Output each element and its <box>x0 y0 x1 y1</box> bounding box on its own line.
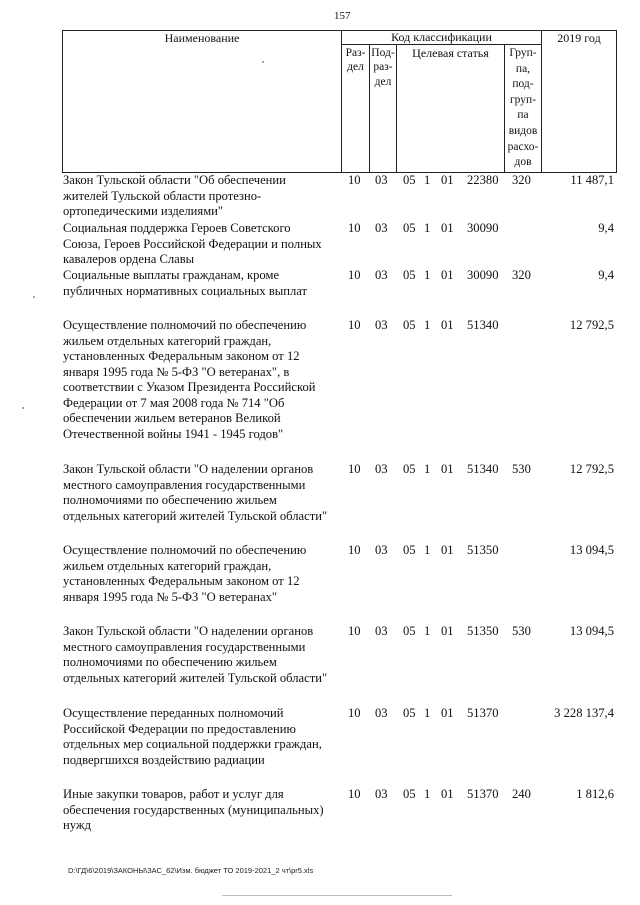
row-name-line: жильем отдельных категорий граждан, <box>63 333 272 348</box>
row-name-line: января 1995 года № 5-ФЗ "О ветеранах" <box>63 589 278 604</box>
row-target-event: 01 <box>441 268 454 282</box>
row-name <box>63 706 341 768</box>
row-razdel: 10 <box>348 221 361 235</box>
row-sum: 13 094,5 <box>569 543 614 557</box>
row-target-event: 01 <box>441 462 454 476</box>
row-target-program: 05 <box>403 543 416 557</box>
row-name-line: Закон Тульской области "О наделении органов <box>63 462 314 476</box>
row-name <box>63 787 341 834</box>
row-name-line: Закон Тульской области "Об обеспечении <box>63 173 286 187</box>
scan-speck <box>262 61 264 63</box>
row-target-subprogram: 1 <box>424 268 431 282</box>
row-name-line: отдельных категорий жителей Тульской области" <box>63 670 328 685</box>
row-target-direction: 51370 <box>467 787 499 801</box>
header-group-line: па, <box>515 62 531 75</box>
row-podrazdel: 03 <box>375 543 388 557</box>
row-razdel: 10 <box>348 787 361 801</box>
row-target-program: 05 <box>403 706 416 720</box>
row-name <box>63 624 341 686</box>
row-name-line: установленных Федеральным законом от 12 <box>63 574 300 588</box>
row-name-line: кавалеров ордена Славы <box>63 252 195 266</box>
header-group-line: па <box>517 109 529 122</box>
row-name-line: ортопедическими изделиями" <box>63 204 224 218</box>
row-razdel: 10 <box>348 543 361 557</box>
row-name-line: отдельных категорий жителей Тульской области" <box>63 508 328 523</box>
row-name-line: обеспечения государственных (муниципальных) <box>63 802 324 817</box>
row-podrazdel: 03 <box>375 268 388 282</box>
header-podrazdel <box>370 46 396 89</box>
row-target-event: 01 <box>441 318 454 332</box>
header-razdel-line: Раз- <box>345 47 366 59</box>
row-target-program: 05 <box>403 787 416 801</box>
row-target-program: 05 <box>403 624 416 638</box>
row-name-line: Осуществление полномочий по обеспечению <box>63 543 307 557</box>
row-name <box>63 173 341 220</box>
row-sum: 9,4 <box>598 268 614 282</box>
row-sum: 12 792,5 <box>569 318 614 332</box>
row-razdel: 10 <box>348 318 361 332</box>
row-razdel: 10 <box>348 173 361 187</box>
row-name-line: установленных Федеральным законом от 12 <box>63 349 300 363</box>
row-name-line: Социальные выплаты гражданам, кроме <box>63 268 280 282</box>
row-expense-type: 530 <box>512 462 531 476</box>
header-razdel <box>342 46 369 75</box>
row-sum: 11 487,1 <box>570 173 614 187</box>
header-code-group: Код классификации <box>391 30 492 44</box>
scan-speck <box>22 407 24 409</box>
row-name-line: Осуществление полномочий по обеспечению <box>63 318 307 332</box>
row-name-line: Российской Федерации по предоставлению <box>63 721 296 736</box>
row-podrazdel: 03 <box>375 173 388 187</box>
header-group-line: расхо- <box>507 140 539 153</box>
row-target-event: 01 <box>441 173 454 187</box>
row-target-event: 01 <box>441 221 454 235</box>
row-target-event: 01 <box>441 787 454 801</box>
row-target-direction: 51340 <box>467 462 499 476</box>
row-name <box>63 318 341 442</box>
row-name-line: отдельных мер социальной поддержки граждан, <box>63 737 322 751</box>
row-name-line: публичных нормативных социальных выплат <box>63 283 308 298</box>
header-group-line: дов <box>514 156 532 169</box>
row-name-line: жильем отдельных категорий граждан, <box>63 558 272 573</box>
row-name-line: января 1995 года № 5-ФЗ "О ветеранах", в <box>63 364 290 379</box>
row-sum: 12 792,5 <box>569 462 614 476</box>
row-expense-type: 240 <box>512 787 531 801</box>
row-target-subprogram: 1 <box>424 173 431 187</box>
row-name-line: Социальная поддержка Героев Советского <box>63 221 291 235</box>
row-name-line: подвергшихся воздействию радиации <box>63 752 265 767</box>
row-podrazdel: 03 <box>375 787 388 801</box>
row-razdel: 10 <box>348 462 361 476</box>
row-target-program: 05 <box>403 268 416 282</box>
row-target-subprogram: 1 <box>424 462 431 476</box>
row-target-event: 01 <box>441 706 454 720</box>
row-expense-type: 320 <box>512 173 531 187</box>
row-target-direction: 51340 <box>467 318 499 332</box>
header-target: Целевая статья <box>412 46 489 60</box>
border-group-col <box>541 30 542 173</box>
header-podrazdel-line: раз- <box>373 61 393 74</box>
row-podrazdel: 03 <box>375 318 388 332</box>
header-podrazdel-line: дел <box>374 75 392 88</box>
border-left <box>62 30 63 173</box>
row-podrazdel: 03 <box>375 221 388 235</box>
row-sum: 13 094,5 <box>569 624 614 638</box>
row-sum: 3 228 137,4 <box>554 706 614 720</box>
row-razdel: 10 <box>348 268 361 282</box>
row-target-event: 01 <box>441 543 454 557</box>
page-number: 157 <box>334 10 351 22</box>
row-name-line: местного самоуправления государственными <box>63 639 306 654</box>
row-name-line: Отечественной войны 1941 - 1945 годов" <box>63 426 284 441</box>
border-podrazdel-col <box>396 44 397 173</box>
scan-smudge <box>222 895 452 896</box>
row-target-event: 01 <box>441 624 454 638</box>
file-path-footer: D:\ГД\6\2019\ЗАКОНЫ\ЗАС_62\Изм. бюджет ТО 2019-2021_2 чт\pr5.xls <box>68 866 314 875</box>
row-name-line: Осуществление переданных полномочий <box>63 706 284 720</box>
header-group-line: видов <box>508 124 538 137</box>
row-podrazdel: 03 <box>375 624 388 638</box>
row-podrazdel: 03 <box>375 462 388 476</box>
row-target-subprogram: 1 <box>424 624 431 638</box>
row-target-program: 05 <box>403 462 416 476</box>
row-target-subprogram: 1 <box>424 706 431 720</box>
scan-speck <box>33 296 35 298</box>
row-name-line: полномочиями по обеспечению жильем <box>63 493 277 507</box>
row-name-line: Иные закупки товаров, работ и услуг для <box>63 787 284 801</box>
header-name: Наименование <box>164 31 240 45</box>
header-group-line: под- <box>512 78 534 91</box>
header-razdel-line: дел <box>347 61 364 74</box>
row-sum: 1 812,6 <box>576 787 614 801</box>
row-sum: 9,4 <box>598 221 614 235</box>
row-name-line: Федерации от 7 мая 2008 года № 714 "Об <box>63 395 285 410</box>
row-expense-type: 530 <box>512 624 531 638</box>
row-name-line: Союза, Героев Российской Федерации и полных <box>63 236 322 251</box>
header-group-line: Груп- <box>509 47 537 59</box>
header-podrazdel-line: Под- <box>371 47 395 59</box>
row-name-line: соответствии с Указом Президента Российской <box>63 380 316 394</box>
row-expense-type: 320 <box>512 268 531 282</box>
row-target-direction: 30090 <box>467 268 499 282</box>
row-target-subprogram: 1 <box>424 318 431 332</box>
row-name-line: местного самоуправления государственными <box>63 477 306 492</box>
row-name-line: нужд <box>63 818 91 832</box>
row-name-line: жителей Тульской области протезно- <box>63 188 262 203</box>
row-target-program: 05 <box>403 173 416 187</box>
row-name <box>63 268 341 299</box>
row-razdel: 10 <box>348 706 361 720</box>
header-group <box>505 46 541 171</box>
header-year: 2019 год <box>557 31 601 45</box>
row-target-subprogram: 1 <box>424 787 431 801</box>
row-podrazdel: 03 <box>375 706 388 720</box>
row-target-program: 05 <box>403 318 416 332</box>
row-name <box>63 543 341 605</box>
border-right <box>616 30 617 173</box>
row-target-program: 05 <box>403 221 416 235</box>
header-group-line: груп- <box>509 93 537 106</box>
row-target-direction: 51370 <box>467 706 499 720</box>
row-name <box>63 221 341 268</box>
row-target-subprogram: 1 <box>424 221 431 235</box>
row-name <box>63 462 341 524</box>
row-target-subprogram: 1 <box>424 543 431 557</box>
row-name-line: Закон Тульской области "О наделении органов <box>63 624 314 638</box>
row-target-direction: 51350 <box>467 624 499 638</box>
row-name-line: обеспечении жильем ветеранов Великой <box>63 411 281 425</box>
row-name-line: полномочиями по обеспечению жильем <box>63 655 277 669</box>
row-target-direction: 51350 <box>467 543 499 557</box>
row-razdel: 10 <box>348 624 361 638</box>
row-target-direction: 30090 <box>467 221 499 235</box>
row-target-direction: 22380 <box>467 173 499 187</box>
